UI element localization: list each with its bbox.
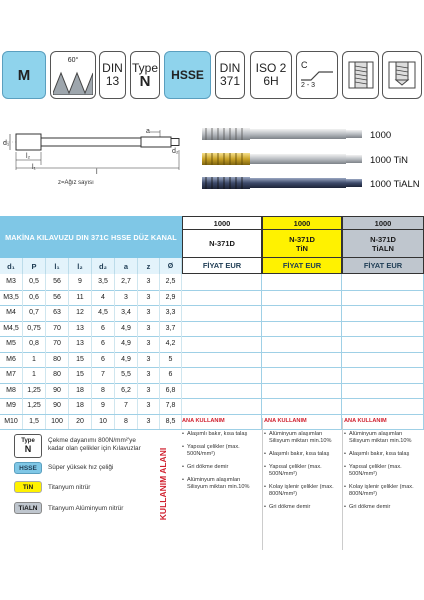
price-cell: [182, 290, 262, 306]
col-header-drill: [160, 258, 182, 274]
table-cell: 15: [69, 367, 92, 383]
tap-uncoated: [202, 128, 362, 140]
iso-label-b: 6H: [263, 74, 279, 88]
usage-2-item-2: • Alaşımlı bakır, kısa talaş: [264, 451, 340, 458]
product-code-2: 1000: [262, 216, 342, 229]
table-cell: 1,5: [23, 414, 46, 430]
chamfer-icon: [301, 70, 333, 82]
table-cell: 18: [69, 398, 92, 414]
l1-dimension-label: l₁: [32, 164, 36, 171]
product-coating-3: TiALN: [372, 243, 394, 253]
table-row: [0, 336, 424, 352]
din371-label-a: DIN: [219, 61, 241, 75]
table-cell: 0,8: [23, 336, 46, 352]
blind-hole-icon: [386, 60, 418, 90]
usage-2-item-5: • Gri dökme demir: [264, 504, 340, 511]
col-header-d2: d₂: [92, 258, 115, 274]
table-cell: 4,9: [115, 336, 138, 352]
table-cell: 2,5: [160, 274, 182, 290]
table-title: MAKİNA KILAVUZU DIN 371C HSSE DÜZ KANAL: [0, 216, 182, 258]
table-cell: M4: [0, 305, 23, 321]
hsse-label: HSSE: [171, 67, 204, 82]
table-cell: 13: [69, 336, 92, 352]
table-cell: M5: [0, 336, 23, 352]
usage-head-1: ANA KULLANIM: [182, 418, 225, 424]
table-cell: 5,5: [115, 367, 138, 383]
table-cell: 90: [46, 383, 69, 399]
table-cell: 8: [115, 414, 138, 430]
table-cell: 6: [92, 352, 115, 368]
din13-symbol: [99, 51, 126, 99]
table-row: [0, 398, 424, 414]
table-cell: 3: [138, 274, 160, 290]
table-cell: 3: [138, 398, 160, 414]
table-row: [0, 274, 424, 290]
price-cell: [342, 352, 424, 368]
table-cell: 9: [69, 274, 92, 290]
price-cell: [262, 290, 342, 306]
price-cell: [342, 367, 424, 383]
price-cell: [262, 305, 342, 321]
table-cell: 0,7: [23, 305, 46, 321]
table-cell: 70: [46, 321, 69, 337]
chamfer-range: 2 - 3: [301, 82, 316, 89]
table-row: [0, 290, 424, 306]
type-label: Type: [131, 61, 158, 75]
product-spec-2-cell: [262, 229, 342, 258]
table-cell: M3: [0, 274, 23, 290]
table-cell: 4,9: [115, 352, 138, 368]
legend-badge-tialn: TiALN: [14, 502, 42, 514]
legend-text-tin: Titanyum nitrür: [48, 484, 91, 491]
usage-area-label: KULLANIM ALANI: [158, 447, 168, 521]
legend-type-value: N: [24, 444, 32, 454]
usage-2-item-3: • Yapısal çelikler (max. 500N/mm²): [264, 464, 340, 478]
table-cell: 0,5: [23, 274, 46, 290]
table-cell: 0,75: [23, 321, 46, 337]
legend-badge-hsse: HSSE: [14, 462, 42, 474]
table-cell: 56: [46, 274, 69, 290]
price-cell: [262, 336, 342, 352]
product-coating-2: TiN: [296, 243, 308, 253]
price-cell: [182, 274, 262, 290]
finish-label-tin: 1000 TiN: [370, 155, 409, 166]
table-cell: 7: [115, 398, 138, 414]
col-header-d1: d₁: [0, 258, 23, 274]
table-cell: 8: [92, 383, 115, 399]
price-cell: [262, 352, 342, 368]
d2-dimension-label: d₂: [172, 148, 179, 155]
price-header-1: FİYAT EUR: [182, 258, 262, 274]
table-cell: 2,7: [115, 274, 138, 290]
usage-area-label-box: [148, 420, 178, 548]
table-cell: 80: [46, 352, 69, 368]
through-hole-icon: [346, 60, 376, 90]
table-cell: 15: [69, 352, 92, 368]
table-cell: 56: [46, 290, 69, 306]
table-cell: 70: [46, 336, 69, 352]
col-header-l2: l₂: [69, 258, 92, 274]
legend-badge-type-n: [14, 434, 42, 458]
table-row: [0, 383, 424, 399]
usage-1-item-2: • Yapısal çelikler (max. 500N/mm²): [182, 444, 260, 458]
metric-thread-symbol: [2, 51, 46, 99]
product-code-1: 1000: [182, 216, 262, 229]
finish-label-tialn: 1000 TiALN: [370, 179, 420, 190]
table-cell: 3: [138, 305, 160, 321]
table-cell: 11: [69, 290, 92, 306]
product-spec-3: N-371D: [370, 234, 396, 244]
table-cell: M8: [0, 383, 23, 399]
tap-photos: [198, 122, 368, 194]
table-cell: M6: [0, 352, 23, 368]
product-spec-1: N-371D: [182, 229, 262, 258]
price-cell: [262, 383, 342, 399]
table-row: [0, 321, 424, 337]
table-cell: 90: [46, 398, 69, 414]
price-cell: [342, 383, 424, 399]
table-cell: 4: [92, 290, 115, 306]
iso-symbol: [250, 51, 292, 99]
table-cell: M3,5: [0, 290, 23, 306]
table-cell: 1: [23, 352, 46, 368]
d1-dimension-label: d₁: [3, 140, 10, 147]
table-cell: 63: [46, 305, 69, 321]
table-cell: 3: [138, 290, 160, 306]
usage-head-3: ANA KULLANIM: [344, 418, 387, 424]
thread-angle-label: 60°: [67, 57, 79, 64]
table-cell: 18: [69, 383, 92, 399]
table-cell: 3,3: [160, 305, 182, 321]
table-cell: M10: [0, 414, 23, 430]
tap-tialn-coated: [202, 177, 362, 189]
table-cell: 3: [138, 321, 160, 337]
chamfer-symbol: [296, 51, 338, 99]
table-cell: 12: [69, 305, 92, 321]
table-cell: 4,9: [115, 321, 138, 337]
price-cell: [342, 398, 424, 414]
hsse-symbol: [164, 51, 211, 99]
table-row: [0, 367, 424, 383]
legend-text-hsse: Süper yüksek hız çeliği: [48, 464, 114, 471]
table-cell: 5: [160, 352, 182, 368]
table-row: [0, 352, 424, 368]
table-cell: 3: [138, 414, 160, 430]
price-cell: [342, 274, 424, 290]
product-code-3: 1000: [342, 216, 424, 229]
table-cell: 20: [69, 414, 92, 430]
usage-divider-1: [262, 418, 263, 550]
table-cell: 3,4: [115, 305, 138, 321]
legend-text-type-n: Çekme dayanımı 800N/mm²'ye kadar olan çelikler için Kılavuzlar: [48, 437, 141, 452]
blind-hole-symbol: [382, 51, 422, 99]
table-cell: 3: [138, 352, 160, 368]
table-cell: M7: [0, 367, 23, 383]
col-header-z: z: [138, 258, 160, 274]
table-cell: 3: [138, 383, 160, 399]
usage-3-item-1: • Alüminyum alaşımları Silisyum miktarı min.10%: [344, 431, 422, 445]
usage-col-2: [264, 418, 340, 511]
din371-label-b: 371: [219, 74, 241, 88]
col-header-a: a: [115, 258, 138, 274]
price-cell: [182, 305, 262, 321]
price-cell: [342, 305, 424, 321]
table-row: [0, 305, 424, 321]
din13-label: DIN 13: [102, 61, 123, 88]
table-cell: 7: [92, 367, 115, 383]
price-cell: [182, 352, 262, 368]
legend-text-tialn: Titanyum Alüminyum nitrür: [48, 505, 124, 512]
product-spec-3-cell: [342, 229, 424, 258]
table-cell: 13: [69, 321, 92, 337]
price-cell: [262, 274, 342, 290]
product-spec-2: N-371D: [289, 234, 315, 244]
type-n-symbol: [130, 51, 160, 99]
usage-2-item-1: • Alüminyum alaşımları Silisyum miktarı min.10%: [264, 431, 340, 445]
table-cell: 6,8: [160, 383, 182, 399]
usage-col-3: [344, 418, 422, 511]
table-cell: 4,5: [92, 305, 115, 321]
a-dimension-label: a: [146, 128, 150, 135]
price-cell: [182, 336, 262, 352]
usage-3-item-5: • Gri dökme demir: [344, 504, 422, 511]
usage-1-item-1: • Alaşımlı bakır, kısa talaş: [182, 431, 260, 438]
flute-count-note: z=Ağız sayısı: [58, 180, 94, 186]
table-cell: 3: [138, 336, 160, 352]
tap-tin-coated: [202, 153, 362, 165]
price-cell: [182, 321, 262, 337]
table-cell: 100: [46, 414, 69, 430]
col-header-l1: l₁: [46, 258, 69, 274]
table-cell: 9: [92, 398, 115, 414]
table-cell: M9: [0, 398, 23, 414]
chamfer-label: C: [301, 60, 308, 70]
table-cell: M4,5: [0, 321, 23, 337]
table-cell: 1: [23, 367, 46, 383]
usage-head-2: ANA KULLANIM: [264, 418, 307, 424]
price-header-3: FİYAT EUR: [342, 258, 424, 274]
table-cell: 80: [46, 367, 69, 383]
thread-angle-symbol: [50, 51, 96, 99]
price-cell: [262, 367, 342, 383]
price-cell: [342, 336, 424, 352]
usage-1-item-4: • Alüminyum alaşımları Silisyum miktarı min.10%: [182, 477, 260, 491]
usage-col-1: [182, 418, 260, 491]
table-cell: 3: [138, 367, 160, 383]
legend-type-label: Type: [21, 438, 35, 444]
table-cell: 8,5: [160, 414, 182, 430]
l-dimension-label: l: [96, 169, 98, 176]
legend-badge-tin: TiN: [14, 481, 42, 493]
table-cell: 1,25: [23, 398, 46, 414]
table-cell: 3: [115, 290, 138, 306]
thread-profile-icon: [53, 67, 93, 95]
usage-3-item-4: • Kolay işlenir çelikler (max. 800N/mm²): [344, 484, 422, 498]
table-cell: 10: [92, 414, 115, 430]
table-cell: 2,9: [160, 290, 182, 306]
price-cell: [342, 290, 424, 306]
price-cell: [182, 367, 262, 383]
table-cell: 3,5: [92, 274, 115, 290]
table-cell: 1,25: [23, 383, 46, 399]
price-cell: [262, 321, 342, 337]
finish-label-uncoated: 1000: [370, 130, 392, 141]
through-hole-symbol: [342, 51, 379, 99]
table-cell: 6: [92, 336, 115, 352]
table-cell: 7,8: [160, 398, 182, 414]
legend-divider: [0, 414, 424, 415]
table-cell: 3,7: [160, 321, 182, 337]
table-cell: 6: [160, 367, 182, 383]
price-cell: [182, 383, 262, 399]
price-cell: [342, 321, 424, 337]
price-cell: [182, 398, 262, 414]
usage-3-item-3: • Yapısal çelikler (max. 500N/mm²): [344, 464, 422, 478]
price-header-2: FİYAT EUR: [262, 258, 342, 274]
col-header-p: P: [23, 258, 46, 274]
drill-diameter-label: Ø: [167, 262, 174, 270]
din371-symbol: [215, 51, 245, 99]
usage-1-item-3: • Gri dökme demir: [182, 464, 260, 471]
usage-divider-2: [342, 418, 343, 550]
usage-3-item-2: • Alaşımlı bakır, kısa talaş: [344, 451, 422, 458]
iso-label-a: ISO 2: [255, 61, 287, 75]
table-cell: 6,2: [115, 383, 138, 399]
price-cell: [262, 398, 342, 414]
type-value: N: [139, 73, 151, 90]
usage-2-item-4: • Kolay işlenir çelikler (max. 800N/mm²): [264, 484, 340, 498]
table-cell: 0,6: [23, 290, 46, 306]
table-cell: 6: [92, 321, 115, 337]
l2-dimension-label: l₂: [26, 153, 31, 160]
table-cell: 4,2: [160, 336, 182, 352]
metric-label: M: [17, 66, 31, 84]
